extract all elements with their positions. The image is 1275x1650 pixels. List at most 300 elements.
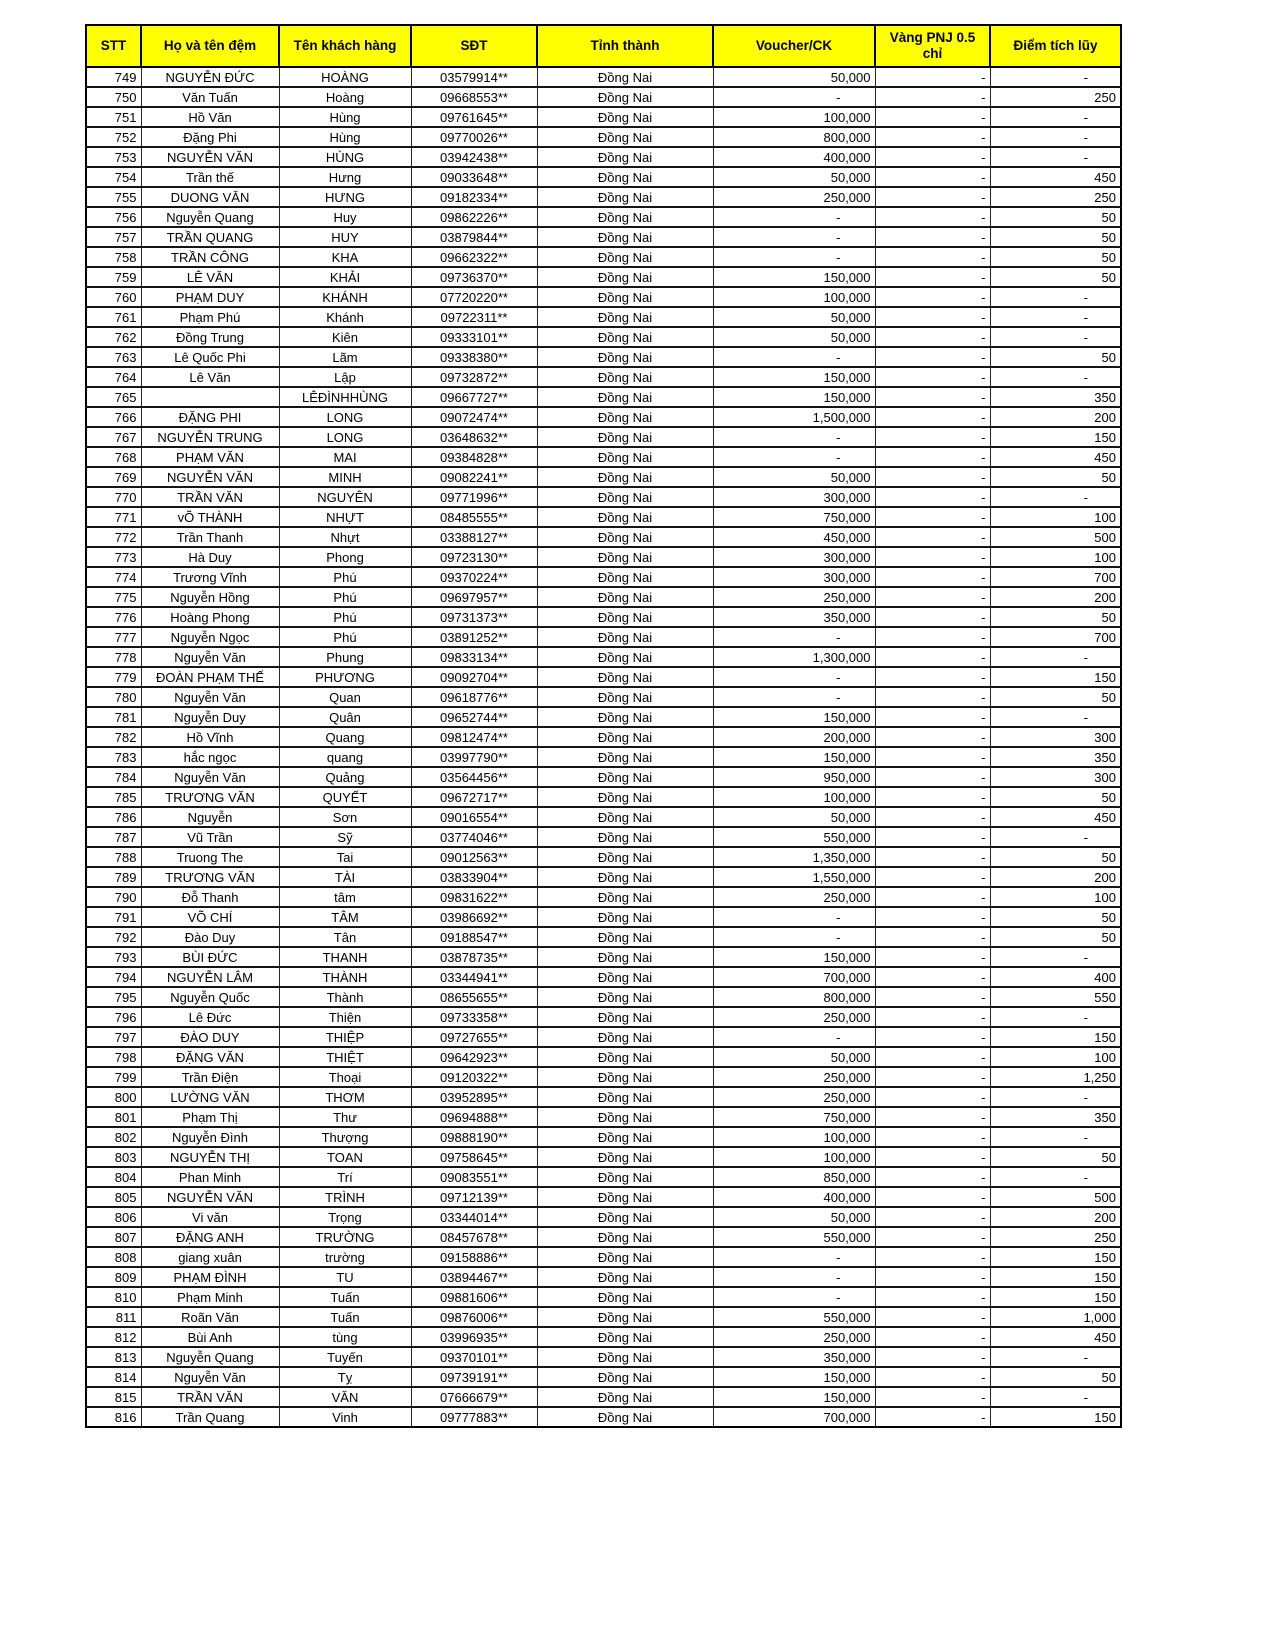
table-row: [86, 1287, 1121, 1307]
cell-tinh_thanh: Đồng Nai: [537, 1347, 713, 1367]
cell-ten_khach_hang: Trọng: [279, 1207, 411, 1227]
cell-diem_tich_luy: 50: [990, 267, 1121, 287]
cell-sdt: 09758645**: [411, 1147, 537, 1167]
cell-ho_va_ten_dem: Nguyễn Văn: [141, 647, 279, 667]
table-row: [86, 1167, 1121, 1187]
cell-ho_va_ten_dem: giang xuân: [141, 1247, 279, 1267]
cell-stt: 811: [86, 1307, 141, 1327]
customer-table: [85, 24, 1122, 1428]
cell-sdt: 09092704**: [411, 667, 537, 687]
cell-ten_khach_hang: Tuấn: [279, 1307, 411, 1327]
cell-ten_khach_hang: Thư: [279, 1107, 411, 1127]
cell-ten_khach_hang: LONG: [279, 407, 411, 427]
cell-sdt: 03388127**: [411, 527, 537, 547]
cell-vang_pnj: -: [875, 287, 990, 307]
cell-vang_pnj: -: [875, 707, 990, 727]
cell-ten_khach_hang: Hùng: [279, 127, 411, 147]
cell-ho_va_ten_dem: hắc ngọc: [141, 747, 279, 767]
cell-tinh_thanh: Đồng Nai: [537, 127, 713, 147]
cell-vang_pnj: -: [875, 207, 990, 227]
cell-tinh_thanh: Đồng Nai: [537, 87, 713, 107]
cell-sdt: 09881606**: [411, 1287, 537, 1307]
table-row: [86, 1047, 1121, 1067]
cell-sdt: 09370101**: [411, 1347, 537, 1367]
cell-diem_tich_luy: -: [990, 707, 1121, 727]
cell-stt: 755: [86, 187, 141, 207]
cell-stt: 800: [86, 1087, 141, 1107]
cell-tinh_thanh: Đồng Nai: [537, 267, 713, 287]
cell-diem_tich_luy: 500: [990, 1187, 1121, 1207]
table-row: [86, 327, 1121, 347]
cell-tinh_thanh: Đồng Nai: [537, 507, 713, 527]
cell-tinh_thanh: Đồng Nai: [537, 207, 713, 227]
cell-ten_khach_hang: Quang: [279, 727, 411, 747]
cell-stt: 773: [86, 547, 141, 567]
cell-stt: 799: [86, 1067, 141, 1087]
cell-diem_tich_luy: 200: [990, 1207, 1121, 1227]
cell-vang_pnj: -: [875, 1047, 990, 1067]
cell-stt: 787: [86, 827, 141, 847]
cell-ho_va_ten_dem: Nguyễn Ngọc: [141, 627, 279, 647]
cell-tinh_thanh: Đồng Nai: [537, 227, 713, 247]
cell-ho_va_ten_dem: vÕ THÀNH: [141, 507, 279, 527]
cell-sdt: 07666679**: [411, 1387, 537, 1407]
cell-stt: 788: [86, 847, 141, 867]
cell-diem_tich_luy: 350: [990, 1107, 1121, 1127]
cell-tinh_thanh: Đồng Nai: [537, 107, 713, 127]
cell-tinh_thanh: Đồng Nai: [537, 1327, 713, 1347]
cell-ho_va_ten_dem: Đặng Phi: [141, 127, 279, 147]
cell-tinh_thanh: Đồng Nai: [537, 1127, 713, 1147]
cell-voucher_ck: 250,000: [713, 187, 875, 207]
cell-sdt: 09033648**: [411, 167, 537, 187]
column-header-stt: STT: [86, 25, 141, 67]
table-row: [86, 1347, 1121, 1367]
cell-vang_pnj: -: [875, 1147, 990, 1167]
cell-voucher_ck: 150,000: [713, 387, 875, 407]
cell-sdt: 09667727**: [411, 387, 537, 407]
cell-voucher_ck: 700,000: [713, 1407, 875, 1427]
cell-vang_pnj: -: [875, 667, 990, 687]
cell-voucher_ck: -: [713, 907, 875, 927]
cell-ho_va_ten_dem: Lê Văn: [141, 367, 279, 387]
cell-sdt: 03833904**: [411, 867, 537, 887]
cell-stt: 770: [86, 487, 141, 507]
cell-ten_khach_hang: Phú: [279, 567, 411, 587]
cell-ten_khach_hang: Vinh: [279, 1407, 411, 1427]
cell-diem_tich_luy: 200: [990, 407, 1121, 427]
cell-voucher_ck: 400,000: [713, 1187, 875, 1207]
cell-ho_va_ten_dem: Trần Thanh: [141, 527, 279, 547]
cell-stt: 810: [86, 1287, 141, 1307]
cell-stt: 750: [86, 87, 141, 107]
cell-diem_tich_luy: 1,250: [990, 1067, 1121, 1087]
cell-sdt: 03564456**: [411, 767, 537, 787]
cell-vang_pnj: -: [875, 227, 990, 247]
cell-vang_pnj: -: [875, 427, 990, 447]
cell-stt: 764: [86, 367, 141, 387]
cell-voucher_ck: -: [713, 1027, 875, 1047]
cell-voucher_ck: 50,000: [713, 1207, 875, 1227]
table-row: [86, 1127, 1121, 1147]
cell-voucher_ck: -: [713, 347, 875, 367]
cell-voucher_ck: 150,000: [713, 1367, 875, 1387]
table-row: [86, 627, 1121, 647]
column-header-diem_tich_luy: Điểm tích lũy: [990, 25, 1121, 67]
cell-diem_tich_luy: 100: [990, 547, 1121, 567]
cell-diem_tich_luy: 450: [990, 807, 1121, 827]
cell-voucher_ck: 150,000: [713, 947, 875, 967]
table-row: [86, 1207, 1121, 1227]
cell-voucher_ck: 300,000: [713, 567, 875, 587]
cell-tinh_thanh: Đồng Nai: [537, 1247, 713, 1267]
cell-ten_khach_hang: Quân: [279, 707, 411, 727]
table-row: [86, 1267, 1121, 1287]
cell-stt: 760: [86, 287, 141, 307]
cell-tinh_thanh: Đồng Nai: [537, 1047, 713, 1067]
cell-tinh_thanh: Đồng Nai: [537, 167, 713, 187]
cell-voucher_ck: 800,000: [713, 127, 875, 147]
cell-sdt: 08485555**: [411, 507, 537, 527]
cell-ho_va_ten_dem: NGUYỄN LÂM: [141, 967, 279, 987]
table-row: [86, 787, 1121, 807]
cell-stt: 791: [86, 907, 141, 927]
cell-ten_khach_hang: Phong: [279, 547, 411, 567]
cell-voucher_ck: 1,550,000: [713, 867, 875, 887]
cell-tinh_thanh: Đồng Nai: [537, 627, 713, 647]
cell-ten_khach_hang: NGUYÊN: [279, 487, 411, 507]
cell-ten_khach_hang: LÊĐÌNHHÙNG: [279, 387, 411, 407]
cell-ho_va_ten_dem: Lê Quốc Phi: [141, 347, 279, 367]
cell-sdt: 03952895**: [411, 1087, 537, 1107]
cell-vang_pnj: -: [875, 467, 990, 487]
cell-sdt: 09876006**: [411, 1307, 537, 1327]
column-header-tinh_thanh: Tỉnh thành: [537, 25, 713, 67]
cell-ho_va_ten_dem: TRẦN VĂN: [141, 1387, 279, 1407]
cell-sdt: 03878735**: [411, 947, 537, 967]
cell-ten_khach_hang: quang: [279, 747, 411, 767]
cell-diem_tich_luy: 50: [990, 687, 1121, 707]
cell-stt: 763: [86, 347, 141, 367]
cell-ho_va_ten_dem: Nguyễn Văn: [141, 1367, 279, 1387]
cell-vang_pnj: -: [875, 1027, 990, 1047]
cell-diem_tich_luy: 150: [990, 1027, 1121, 1047]
cell-stt: 809: [86, 1267, 141, 1287]
column-header-vang_pnj: Vàng PNJ 0.5 chỉ: [875, 25, 990, 67]
cell-vang_pnj: -: [875, 367, 990, 387]
cell-vang_pnj: -: [875, 147, 990, 167]
cell-stt: 771: [86, 507, 141, 527]
cell-tinh_thanh: Đồng Nai: [537, 1207, 713, 1227]
cell-sdt: 09182334**: [411, 187, 537, 207]
cell-voucher_ck: 50,000: [713, 307, 875, 327]
cell-tinh_thanh: Đồng Nai: [537, 327, 713, 347]
cell-ho_va_ten_dem: DUONG VĂN: [141, 187, 279, 207]
table-row: [86, 1067, 1121, 1087]
cell-diem_tich_luy: -: [990, 67, 1121, 87]
cell-ho_va_ten_dem: Roãn Văn: [141, 1307, 279, 1327]
cell-vang_pnj: -: [875, 1167, 990, 1187]
cell-ten_khach_hang: Trí: [279, 1167, 411, 1187]
cell-voucher_ck: 1,300,000: [713, 647, 875, 667]
cell-stt: 777: [86, 627, 141, 647]
cell-stt: 795: [86, 987, 141, 1007]
cell-ho_va_ten_dem: Phạm Minh: [141, 1287, 279, 1307]
cell-ho_va_ten_dem: TRẦN CÔNG: [141, 247, 279, 267]
cell-ten_khach_hang: KHÁNH: [279, 287, 411, 307]
cell-sdt: 09727655**: [411, 1027, 537, 1047]
cell-vang_pnj: -: [875, 347, 990, 367]
cell-voucher_ck: 50,000: [713, 807, 875, 827]
cell-diem_tich_luy: 100: [990, 887, 1121, 907]
cell-voucher_ck: -: [713, 1247, 875, 1267]
cell-sdt: 09662322**: [411, 247, 537, 267]
column-header-ten_khach_hang: Tên khách hàng: [279, 25, 411, 67]
cell-voucher_ck: 250,000: [713, 1067, 875, 1087]
table-row: [86, 367, 1121, 387]
cell-diem_tich_luy: -: [990, 127, 1121, 147]
cell-ho_va_ten_dem: Truong The: [141, 847, 279, 867]
cell-stt: 784: [86, 767, 141, 787]
cell-ten_khach_hang: Lãm: [279, 347, 411, 367]
cell-ho_va_ten_dem: Nguyễn Hồng: [141, 587, 279, 607]
cell-voucher_ck: 200,000: [713, 727, 875, 747]
cell-ten_khach_hang: NHỰT: [279, 507, 411, 527]
cell-vang_pnj: -: [875, 1087, 990, 1107]
cell-ho_va_ten_dem: TRƯƠNG VĂN: [141, 867, 279, 887]
cell-stt: 785: [86, 787, 141, 807]
cell-vang_pnj: -: [875, 1007, 990, 1027]
cell-tinh_thanh: Đồng Nai: [537, 947, 713, 967]
cell-ho_va_ten_dem: NGUYỄN THỊ: [141, 1147, 279, 1167]
cell-ho_va_ten_dem: Văn Tuấn: [141, 87, 279, 107]
cell-vang_pnj: -: [875, 1227, 990, 1247]
table-row: [86, 1227, 1121, 1247]
cell-diem_tich_luy: 50: [990, 1147, 1121, 1167]
cell-sdt: 07720220**: [411, 287, 537, 307]
cell-voucher_ck: 100,000: [713, 107, 875, 127]
table-row: [86, 707, 1121, 727]
cell-stt: 753: [86, 147, 141, 167]
cell-diem_tich_luy: 50: [990, 227, 1121, 247]
cell-stt: 814: [86, 1367, 141, 1387]
table-row: [86, 1387, 1121, 1407]
cell-diem_tich_luy: -: [990, 1087, 1121, 1107]
cell-vang_pnj: -: [875, 1207, 990, 1227]
cell-diem_tich_luy: 550: [990, 987, 1121, 1007]
cell-tinh_thanh: Đồng Nai: [537, 367, 713, 387]
cell-sdt: 09082241**: [411, 467, 537, 487]
cell-ho_va_ten_dem: Phạm Phú: [141, 307, 279, 327]
table-row: [86, 587, 1121, 607]
cell-ten_khach_hang: HƯNG: [279, 187, 411, 207]
cell-stt: 754: [86, 167, 141, 187]
cell-stt: 790: [86, 887, 141, 907]
cell-voucher_ck: 50,000: [713, 327, 875, 347]
cell-ho_va_ten_dem: Nguyễn Quang: [141, 207, 279, 227]
cell-diem_tich_luy: 50: [990, 207, 1121, 227]
cell-tinh_thanh: Đồng Nai: [537, 187, 713, 207]
cell-sdt: 09712139**: [411, 1187, 537, 1207]
cell-ten_khach_hang: Huy: [279, 207, 411, 227]
cell-stt: 805: [86, 1187, 141, 1207]
cell-vang_pnj: -: [875, 387, 990, 407]
cell-stt: 766: [86, 407, 141, 427]
cell-stt: 803: [86, 1147, 141, 1167]
table-body: [86, 67, 1121, 1427]
cell-vang_pnj: -: [875, 967, 990, 987]
cell-diem_tich_luy: 50: [990, 247, 1121, 267]
cell-ten_khach_hang: Quan: [279, 687, 411, 707]
cell-diem_tich_luy: -: [990, 367, 1121, 387]
cell-ho_va_ten_dem: NGUYỄN VĂN: [141, 467, 279, 487]
table-row: [86, 1027, 1121, 1047]
cell-vang_pnj: -: [875, 1127, 990, 1147]
cell-ho_va_ten_dem: Hà Duy: [141, 547, 279, 567]
cell-ho_va_ten_dem: PHẠM ĐÌNH: [141, 1267, 279, 1287]
table-row: [86, 1307, 1121, 1327]
cell-voucher_ck: 1,350,000: [713, 847, 875, 867]
cell-tinh_thanh: Đồng Nai: [537, 1027, 713, 1047]
cell-ten_khach_hang: HOÀNG: [279, 67, 411, 87]
cell-sdt: 03942438**: [411, 147, 537, 167]
cell-stt: 793: [86, 947, 141, 967]
cell-vang_pnj: -: [875, 1387, 990, 1407]
cell-stt: 801: [86, 1107, 141, 1127]
cell-stt: 816: [86, 1407, 141, 1427]
cell-ho_va_ten_dem: Vũ Trần: [141, 827, 279, 847]
cell-diem_tich_luy: 50: [990, 347, 1121, 367]
cell-sdt: 03648632**: [411, 427, 537, 447]
cell-diem_tich_luy: 250: [990, 87, 1121, 107]
cell-vang_pnj: -: [875, 727, 990, 747]
cell-ten_khach_hang: Thành: [279, 987, 411, 1007]
cell-voucher_ck: -: [713, 427, 875, 447]
cell-ho_va_ten_dem: ĐẶNG VĂN: [141, 1047, 279, 1067]
cell-ten_khach_hang: Tỵ: [279, 1367, 411, 1387]
cell-vang_pnj: -: [875, 107, 990, 127]
cell-vang_pnj: -: [875, 887, 990, 907]
table-row: [86, 247, 1121, 267]
header-row: [86, 25, 1121, 67]
cell-ho_va_ten_dem: Đào Duy: [141, 927, 279, 947]
cell-voucher_ck: 150,000: [713, 367, 875, 387]
cell-stt: 756: [86, 207, 141, 227]
cell-vang_pnj: -: [875, 307, 990, 327]
cell-tinh_thanh: Đồng Nai: [537, 987, 713, 1007]
table-row: [86, 747, 1121, 767]
cell-vang_pnj: -: [875, 527, 990, 547]
cell-diem_tich_luy: 50: [990, 467, 1121, 487]
cell-ten_khach_hang: KHẢI: [279, 267, 411, 287]
cell-stt: 794: [86, 967, 141, 987]
cell-stt: 757: [86, 227, 141, 247]
table-row: [86, 427, 1121, 447]
cell-vang_pnj: -: [875, 747, 990, 767]
table-row: [86, 167, 1121, 187]
cell-sdt: 09770026**: [411, 127, 537, 147]
cell-sdt: 03879844**: [411, 227, 537, 247]
table-row: [86, 847, 1121, 867]
cell-ho_va_ten_dem: Nguyễn Đình: [141, 1127, 279, 1147]
table-row: [86, 907, 1121, 927]
table-row: [86, 807, 1121, 827]
cell-tinh_thanh: Đồng Nai: [537, 767, 713, 787]
cell-voucher_ck: 100,000: [713, 1127, 875, 1147]
cell-vang_pnj: -: [875, 847, 990, 867]
cell-ho_va_ten_dem: TRƯƠNG VĂN: [141, 787, 279, 807]
cell-diem_tich_luy: -: [990, 487, 1121, 507]
cell-vang_pnj: -: [875, 1247, 990, 1267]
cell-ten_khach_hang: Thoại: [279, 1067, 411, 1087]
cell-tinh_thanh: Đồng Nai: [537, 687, 713, 707]
cell-ho_va_ten_dem: PHẠM VĂN: [141, 447, 279, 467]
table-row: [86, 507, 1121, 527]
cell-ho_va_ten_dem: NGUYỄN VĂN: [141, 1187, 279, 1207]
cell-vang_pnj: -: [875, 547, 990, 567]
cell-ten_khach_hang: Hoàng: [279, 87, 411, 107]
cell-stt: 758: [86, 247, 141, 267]
cell-tinh_thanh: Đồng Nai: [537, 487, 713, 507]
cell-diem_tich_luy: 250: [990, 1227, 1121, 1247]
table-row: [86, 227, 1121, 247]
cell-ten_khach_hang: tùng: [279, 1327, 411, 1347]
cell-voucher_ck: 250,000: [713, 1087, 875, 1107]
cell-ten_khach_hang: MAI: [279, 447, 411, 467]
cell-voucher_ck: 50,000: [713, 467, 875, 487]
cell-diem_tich_luy: 700: [990, 627, 1121, 647]
cell-ten_khach_hang: Phú: [279, 587, 411, 607]
cell-diem_tich_luy: 300: [990, 767, 1121, 787]
cell-diem_tich_luy: -: [990, 107, 1121, 127]
cell-ho_va_ten_dem: Đỗ Thanh: [141, 887, 279, 907]
table-row: [86, 67, 1121, 87]
table-row: [86, 687, 1121, 707]
cell-voucher_ck: -: [713, 227, 875, 247]
cell-ten_khach_hang: TÂM: [279, 907, 411, 927]
cell-tinh_thanh: Đồng Nai: [537, 727, 713, 747]
cell-sdt: 08457678**: [411, 1227, 537, 1247]
cell-voucher_ck: 250,000: [713, 887, 875, 907]
cell-sdt: 03997790**: [411, 747, 537, 767]
column-header-voucher_ck: Voucher/CK: [713, 25, 875, 67]
cell-stt: 792: [86, 927, 141, 947]
cell-tinh_thanh: Đồng Nai: [537, 447, 713, 467]
cell-vang_pnj: -: [875, 327, 990, 347]
cell-diem_tich_luy: 50: [990, 847, 1121, 867]
cell-sdt: 03774046**: [411, 827, 537, 847]
cell-tinh_thanh: Đồng Nai: [537, 1387, 713, 1407]
cell-voucher_ck: 1,500,000: [713, 407, 875, 427]
cell-ho_va_ten_dem: Hồ Văn: [141, 107, 279, 127]
cell-ho_va_ten_dem: Trần Điện: [141, 1067, 279, 1087]
cell-ho_va_ten_dem: ĐOÀN PHẠM THẾ: [141, 667, 279, 687]
table-row: [86, 267, 1121, 287]
cell-vang_pnj: -: [875, 827, 990, 847]
cell-tinh_thanh: Đồng Nai: [537, 287, 713, 307]
table-row: [86, 1087, 1121, 1107]
cell-vang_pnj: -: [875, 1327, 990, 1347]
cell-stt: 761: [86, 307, 141, 327]
cell-vang_pnj: -: [875, 587, 990, 607]
table-row: [86, 1147, 1121, 1167]
cell-vang_pnj: -: [875, 1367, 990, 1387]
cell-vang_pnj: -: [875, 987, 990, 1007]
table-row: [86, 567, 1121, 587]
table-row: [86, 1367, 1121, 1387]
cell-diem_tich_luy: -: [990, 1387, 1121, 1407]
cell-vang_pnj: -: [875, 187, 990, 207]
